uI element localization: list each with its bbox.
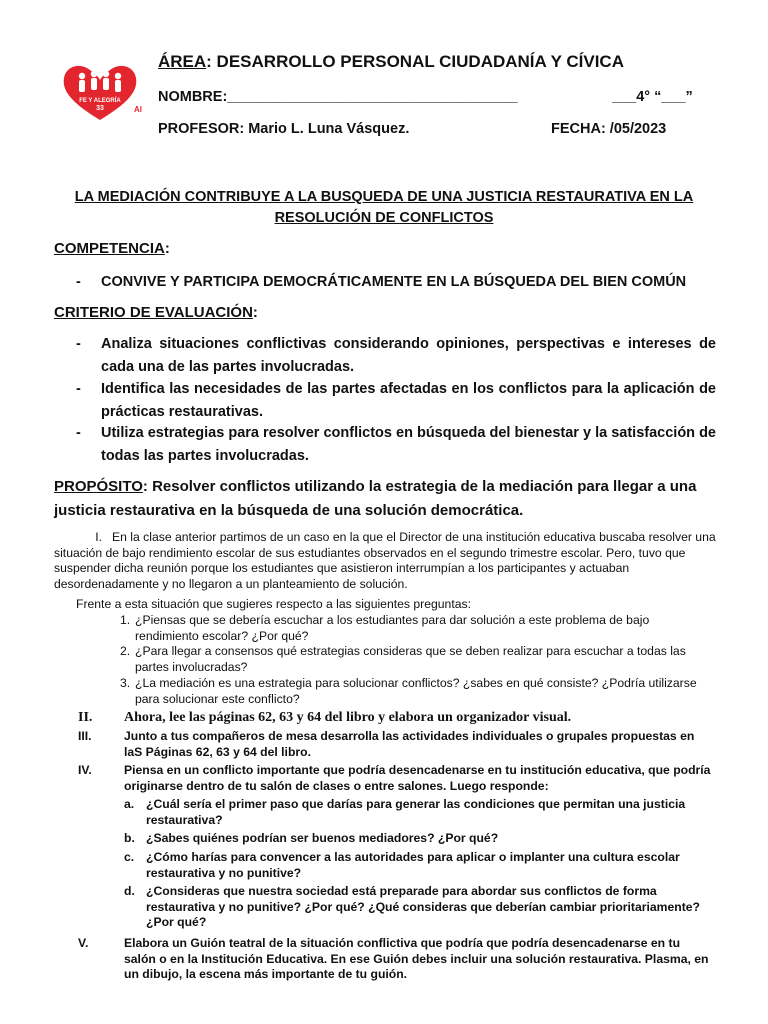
competencia-heading	[54, 240, 170, 257]
question-num: 1.	[120, 613, 131, 627]
criterio-text: Utiliza estrategias para resolver conflictos en búsqueda del bienestar y la satisfacción de todas las partes involucradas.	[101, 425, 716, 464]
criterio-colon: :	[252, 304, 258, 321]
section-1-text: En la clase anterior partimos de un caso en la que el Director de una institución educativa buscaba resolver una situación de bajo rendimiento escolar de sus estudiantes observados en el segundo trimestre escolar. Pero, tuvo que suspender dicha reunión porque los estudiantes que asistieron interrumpían a los participantes y actuaban desordenadamente y no llegaron a un planteamiento de solución.	[54, 530, 716, 591]
criterio-label: CRITERIO DE EVALUACIÓN	[54, 304, 253, 321]
competencia-text: CONVIVE Y PARTICIPA DEMOCRÁTICAMENTE EN LA BÚSQUEDA DEL BIEN COMÚN	[101, 274, 687, 290]
question-text: ¿Cuál sería el primer paso que darías para generar las condiciones que permitan una justicia restaurativa?	[146, 797, 686, 827]
question-a	[124, 797, 716, 828]
svg-text:33: 33	[96, 105, 104, 112]
question-num: 2.	[120, 644, 131, 658]
question-letter: c.	[124, 850, 135, 864]
section-5-text: Elabora un Guión teatral de la situación conflictiva que podría que podría desencadenarse en tu salón o en la Institución Educativa. En ese Guión debes incluir una solución restaurativa. Plasma, en un dibujo, la escena más importante de tu guión.	[124, 936, 709, 981]
competencia-item: - CONVIVE Y PARTICIPA DEMOCRÁTICAMENTE EN LA BÚSQUEDA DEL BIEN COMÚN	[76, 271, 716, 294]
section-1-prompt: Frente a esta situación que sugieres respecto a las siguientes preguntas:	[76, 597, 471, 611]
question-c	[124, 850, 716, 881]
svg-text:Al: Al	[134, 105, 142, 114]
question-letter: a.	[124, 797, 135, 811]
section-5	[54, 936, 714, 983]
nombre-field: NOMBRE:____________________________________	[158, 89, 518, 105]
question-text: ¿Piensas que se debería escuchar a los estudiantes para dar solución a este problema de bajo rendimiento escolar? ¿Por qué?	[135, 613, 650, 643]
proposito-label: PROPÓSITO	[54, 478, 143, 495]
area-value: : DESARROLLO PERSONAL CIUDADANÍA Y CÍVICA	[206, 52, 624, 71]
criterio-heading	[54, 304, 258, 321]
section-1-num: I.	[95, 530, 102, 544]
criterio-text: Identifica las necesidades de las partes afectadas en los conflictos para la aplicación de prácticas restaurativas.	[101, 381, 716, 420]
question-text: ¿Cómo harías para convencer a las autoridades para aplicar o implanter una cultura escolar restaurativa y no punitive?	[146, 850, 680, 880]
criterio-item-2: - Identifica las necesidades de las partes afectadas en los conflictos para la aplicación de prácticas restaurativas.	[76, 378, 716, 423]
criterio-item-1: - Analiza situaciones conflictivas considerando opiniones, perspectivas e intereses de cada una de las partes involucradas.	[76, 333, 716, 378]
section-2-num: II.	[78, 710, 93, 725]
question-text: ¿Sabes quiénes podrían ser buenos mediadores? ¿Por qué?	[146, 831, 499, 845]
proposito	[54, 475, 714, 523]
question-text: ¿Consideras que nuestra sociedad está preparade para abordar sus conflictos de forma restaurativa y no punitive? ¿Por qué? ¿Qué consideras que deberían cambiar prioritariamente? ¿Por qué?	[146, 884, 700, 929]
grado-field: ___4° “___”	[612, 89, 693, 105]
section-3-num: III.	[78, 729, 92, 743]
question-letter: b.	[124, 831, 135, 845]
question-text: ¿Para llegar a consensos qué estrategias consideras que se deben realizar para escuchar a todas las partes involucradas?	[135, 644, 686, 674]
question-1	[120, 613, 716, 644]
criterio-text: Analiza situaciones conflictivas considerando opiniones, perspectivas e intereses de cada una de las partes involucradas.	[101, 336, 716, 375]
question-d	[124, 884, 716, 931]
svg-text:FE Y ALEGRÍA: FE Y ALEGRÍA	[79, 98, 121, 104]
section-2-text: Ahora, lee las páginas 62, 63 y 64 del libro y elabora un organizador visual.	[124, 710, 572, 725]
section-3	[54, 729, 714, 760]
section-3-text: Junto a tus compañeros de mesa desarrolla las actividades individuales o grupales propuestas en laS Páginas 62, 63 y 64 del libro.	[124, 729, 695, 759]
section-2	[54, 709, 714, 727]
competencia-label: COMPETENCIA	[54, 240, 165, 257]
area-heading	[158, 52, 624, 72]
section-5-num: V.	[78, 936, 89, 950]
section-4	[54, 763, 714, 794]
proposito-text: : Resolver conflictos utilizando la estrategia de la mediación para llegar a una justicia restaurativa en la búsqueda de una solución democrática.	[54, 478, 697, 519]
document-title: LA MEDIACIÓN CONTRIBUYE A LA BUSQUEDA DE UNA JUSTICIA RESTAURATIVA EN LA RESOLUCIÓN DE CONFLICTOS	[74, 189, 694, 226]
school-logo	[60, 62, 146, 124]
question-3	[120, 676, 716, 707]
question-text: ¿La mediación es una estrategia para solucionar conflictos? ¿sabes en qué consiste? ¿Podría utilizarse para solucionar este conflicto?	[135, 676, 697, 706]
section-4-num: IV.	[78, 763, 92, 777]
question-num: 3.	[120, 676, 131, 690]
criterio-item-3: - Utiliza estrategias para resolver conflictos en búsqueda del bienestar y la satisfacción de todas las partes involucradas.	[76, 422, 716, 467]
question-2	[120, 644, 716, 675]
section-1	[54, 530, 716, 592]
section-4-text: Piensa en un conflicto importante que podría desencadenarse en tu institución educativa, que podría originarse dentro de tu salón de clases o entre salones. Luego responde:	[124, 763, 711, 793]
area-label: ÁREA	[158, 52, 207, 71]
question-letter: d.	[124, 884, 135, 898]
fecha-field: FECHA: /05/2023	[551, 121, 667, 137]
profesor-field: PROFESOR: Mario L. Luna Vásquez.	[158, 121, 410, 137]
question-b	[124, 831, 716, 847]
competencia-colon: :	[164, 240, 170, 257]
